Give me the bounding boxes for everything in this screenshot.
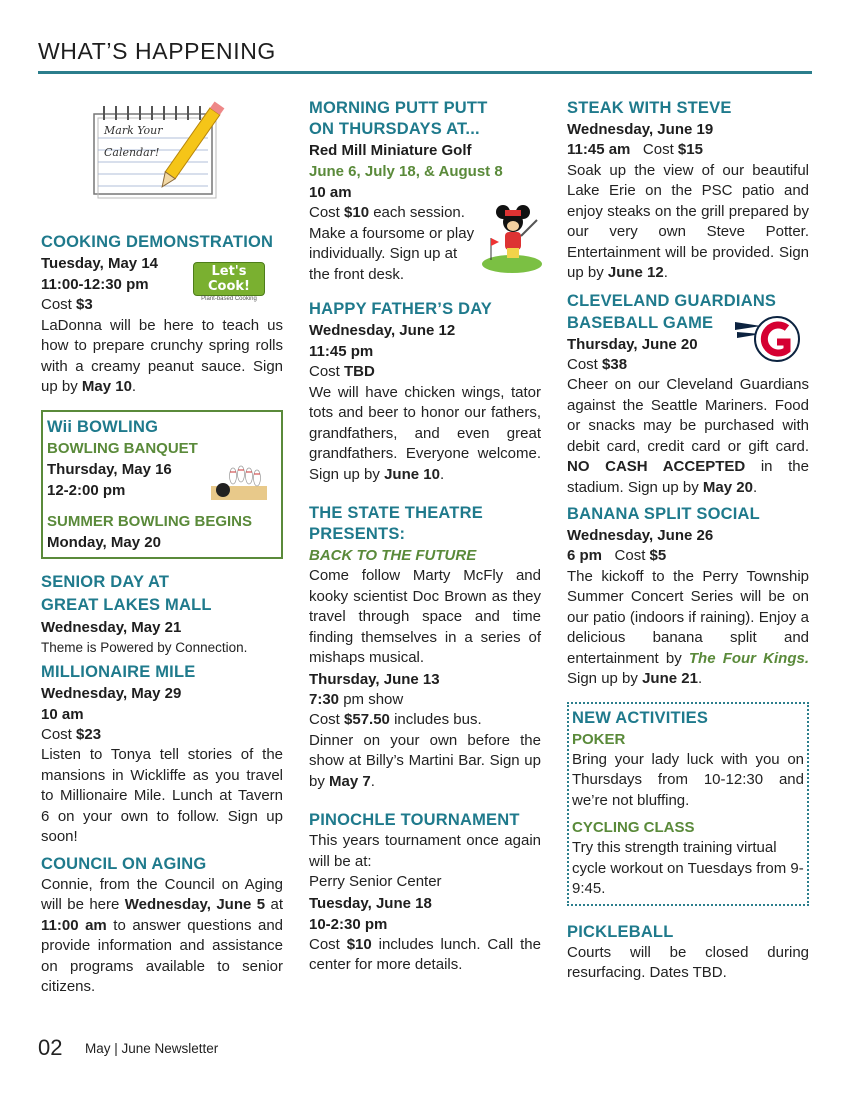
- theatre-date: Thursday, June 13: [309, 670, 440, 688]
- guardians-logo-icon: [731, 312, 801, 366]
- cycling-desc: Try this strength training virtual cycle workout on Tuesdays from 9-9:45.: [572, 839, 804, 897]
- putt-venue: Red Mill Miniature Golf: [309, 142, 472, 159]
- wii-bowling-box: [41, 410, 283, 559]
- council-section: COUNCIL ON AGING Connie, from the Council on Aging will be here Wednesday, June 5 at 11:00 am to answer questions and provide information and assistance on programs available to senior citizens.: [41, 854, 284, 995]
- putt-section: MORNING PUTT PUTT ON THURSDAYS AT... Red Mill Miniature Golf June 6, July 18, & August 8 10 am Cost $10 each session. Make a foursome or play individually. Sign up at the front desk.: [309, 98, 541, 285]
- steak-date: Wednesday, June 19: [567, 121, 714, 138]
- banana-band: The Four Kings.: [688, 649, 809, 667]
- theatre-deadline: May 7: [329, 772, 371, 790]
- guardians-no-cash: NO CASH ACCEPTED: [567, 458, 746, 475]
- millionaire-desc: Listen to Tonya tell stories of the mansions in Wickliffe as you travel to Millionaire Mile. Lunch at Tavern 6 on your own to follow. Sign up soon!: [41, 746, 283, 845]
- senior-day-title2: GREAT LAKES MALL: [41, 595, 212, 614]
- pinochle-title: PINOCHLE TOURNAMENT: [309, 811, 520, 829]
- wii-title: Wii BOWLING: [47, 417, 159, 436]
- summer-bowling-title: SUMMER BOWLING BEGINS: [47, 512, 252, 530]
- pinochle-date: Tuesday, June 18: [309, 894, 432, 912]
- cooking-time: 11:00-12:30 pm: [41, 276, 149, 293]
- steak-time: 11:45 am: [567, 141, 631, 158]
- putt-desc: Make a foursome or play individually. Sign up at the front desk.: [309, 224, 475, 283]
- fathers-day-section: HAPPY FATHER’S DAY Wednesday, June 12 11:45 pm Cost TBD We will have chicken wings, tator tots and beer to honor our fathers, grandfathers, and even great grandfathers. Everyone welcome. Sign up by June 10.: [309, 300, 541, 483]
- summer-bowling-date: Monday, May 20: [47, 533, 161, 551]
- guardians-title1: CLEVELAND GUARDIANS: [567, 291, 777, 310]
- fathers-time: 11:45 pm: [309, 343, 374, 360]
- senior-day-title1: SENIOR DAY AT: [41, 572, 170, 591]
- poker-title: POKER: [572, 730, 626, 748]
- pinochle-cost: $10: [346, 935, 372, 953]
- theatre-time: 7:30: [309, 690, 340, 708]
- council-title: COUNCIL ON AGING: [41, 854, 207, 873]
- golfer-mouse-icon: [479, 198, 545, 274]
- putt-title2: ON THURSDAYS AT...: [309, 120, 480, 138]
- theatre-title1: THE STATE THEATRE: [309, 504, 483, 522]
- banana-deadline: June 21: [642, 670, 698, 687]
- title-divider: [38, 71, 812, 74]
- putt-time: 10 am: [309, 184, 352, 201]
- steak-section: STEAK WITH STEVE Wednesday, June 19 11:45 am Cost $15 Soak up the view of our beautiful Lake Erie on the PSC patio and enjoy steaks on the grill prepared by our very own Steve Potter. Entertainment will be provided. Sign up by June 12.: [567, 99, 809, 281]
- theatre-cost: $57.50: [344, 711, 390, 728]
- theatre-desc2: Dinner on your own before the show at Billy’s Martini Bar. Sign up by: [309, 731, 541, 790]
- column-right: [567, 98, 809, 984]
- council-desc2: to answer questions and provide information and assistance on programs available to senior citizens.: [41, 916, 283, 995]
- banana-title: BANANA SPLIT SOCIAL: [567, 505, 760, 523]
- cooking-desc: LaDonna will be here to teach us how to prepare crunchy spring rolls with a creamy peanut sauce. Sign up by: [41, 316, 283, 395]
- cycling-title: CYCLING CLASS: [572, 819, 695, 836]
- fathers-desc: We will have chicken wings, tator tots and beer to honor our fathers, grandfathers, and even great grandfathers. Everyone welcome. Sign up by: [309, 383, 541, 483]
- steak-deadline: June 12: [607, 264, 664, 281]
- guardians-date: Thursday, June 20: [567, 335, 698, 353]
- millionaire-time: 10 am: [41, 705, 84, 723]
- senior-day-note: Theme is Powered by Connection.: [41, 639, 248, 655]
- pinochle-desc: This years tournament once again will be at:: [309, 832, 541, 870]
- banana-time: 6 pm: [567, 547, 603, 564]
- banana-date: Wednesday, June 26: [567, 527, 714, 544]
- footer-label: May | June Newsletter: [85, 1041, 219, 1056]
- page-number: 02: [38, 1035, 63, 1060]
- putt-dates: June 6, July 18, & August 8: [309, 163, 503, 180]
- calendar-note-line2: Calendar!: [104, 146, 160, 159]
- fathers-title: HAPPY FATHER’S DAY: [309, 300, 493, 318]
- column-left: [41, 98, 283, 998]
- lets-cook-logo: [193, 262, 265, 302]
- cooking-title: COOKING DEMONSTRATION: [41, 233, 274, 251]
- cooking-section: COOKING DEMONSTRATION Tuesday, May 14 11:00-12:30 pm Cost $3 LaDonna will be here to teach us how to prepare crunchy spring rolls with a creamy peanut sauce. Sign up by May 10. Let's Cook! Plant-based Cooking: [41, 233, 283, 395]
- bowling-pins-icon: [211, 458, 267, 500]
- new-activities-box: [567, 702, 809, 906]
- new-activities-title: NEW ACTIVITIES: [572, 708, 709, 727]
- guardians-desc: Cheer on our Cleveland Guardians against the Seattle Mariners. Food or snacks may be purchased with debit card, credit card or gift card.: [567, 376, 809, 455]
- pickleball-title: PICKLEBALL: [567, 922, 674, 941]
- pinochle-venue: Perry Senior Center: [309, 873, 442, 890]
- pinochle-time: 10-2:30 pm: [309, 915, 388, 933]
- lets-cook-logo-sub: Plant-based Cooking: [201, 296, 257, 302]
- putt-cost: $10: [344, 204, 370, 221]
- theatre-title2: PRESENTS:: [309, 525, 406, 543]
- poker-desc: Bring your lady luck with you on Thursdays from 10-12:30 and we’re not bluffing.: [572, 750, 804, 809]
- council-desc1: Connie, from the Council on Aging will be here: [41, 875, 283, 913]
- theatre-desc: Come follow Marty McFly and kooky scientist Doc Brown as they travel through space and time finding themselves in a series of mishaps musical.: [309, 567, 541, 666]
- banquet-time: 12-2:00 pm: [47, 481, 126, 499]
- cooking-cost-label: Cost: [41, 296, 72, 313]
- pinochle-section: PINOCHLE TOURNAMENT This years tournament once again will be at: Perry Senior Center Tuesday, June 18 10-2:30 pm Cost $10 includes lunch. Call the center for more details.: [309, 811, 541, 973]
- council-time: 11:00 am: [41, 916, 107, 934]
- pickleball-section: [567, 922, 809, 984]
- millionaire-date: Wednesday, May 29: [41, 684, 182, 702]
- fathers-cost: TBD: [344, 363, 375, 380]
- steak-desc: Soak up the view of our beautiful Lake Erie on the PSC patio and enjoy steaks on the grill prepared by our very own Steve Potter. Entertainment will be provided. Sign up by: [567, 161, 809, 281]
- council-date: Wednesday, June 5: [124, 896, 266, 913]
- calendar-note-line1: Mark Your: [104, 124, 163, 137]
- column-middle: [309, 98, 541, 976]
- banana-cost: $5: [649, 547, 667, 564]
- steak-cost: $15: [677, 141, 703, 158]
- theatre-section: THE STATE THEATRE PRESENTS: BACK TO THE FUTURE Come follow Marty McFly and kooky scientist Doc Brown as they travel through space and time finding themselves in a series of mishaps musical. Thursday, June 13 7:30 pm show Cost $57.50 includes bus. Dinner on your own before the show at Billy’s Martini Bar. Sign up by May 7.: [309, 504, 541, 790]
- guardians-cost: $38: [602, 355, 628, 373]
- guardians-section: CLEVELAND GUARDIANS BASEBALL GAME Thursday, June 20 Cost $38 Cheer on our Cleveland Guardians against the Seattle Mariners. Food or snacks may be purchased with debit card, credit card or gift card. NO CASH ACCEPTED in the stadium. Sign up by May 20.: [567, 291, 809, 496]
- fathers-deadline: June 10: [384, 465, 440, 483]
- banana-desc: The kickoff to the Perry Township Summer Concert Series will be on our patio (indoors if raining). Enjoy a delicious banana split and entertainment by: [567, 567, 809, 667]
- millionaire-section: MILLIONAIRE MILE Wednesday, May 29 10 am Cost $23 Listen to Tonya tell stories of the mansions in Wickliffe as you travel to Millionaire Mile. Lunch at Tavern 6 on your own to follow. Sign up soon!: [41, 662, 283, 848]
- page-title: WHAT’S HAPPENING: [38, 38, 276, 64]
- banquet-date: Thursday, May 16: [47, 460, 172, 478]
- guardians-title2: BASEBALL GAME: [567, 313, 714, 332]
- banana-section: BANANA SPLIT SOCIAL Wednesday, June 26 6 pm Cost $5 The kickoff to the Perry Township Summer Concert Series will be on our patio (indoors if raining). Enjoy a delicious banana split and entertainment by The Four Kings. Sign up by June 21.: [567, 505, 809, 687]
- banquet-title: BOWLING BANQUET: [47, 439, 198, 457]
- guardians-deadline: May 20: [702, 478, 753, 496]
- cooking-cost: $3: [76, 296, 93, 313]
- cooking-deadline: May 10: [81, 378, 132, 395]
- senior-day-section: [41, 571, 283, 658]
- steak-title: STEAK WITH STEVE: [567, 99, 732, 117]
- theatre-show: BACK TO THE FUTURE: [309, 547, 477, 564]
- senior-day-date: Wednesday, May 21: [41, 618, 182, 636]
- lets-cook-logo-text: Let's Cook!: [193, 262, 265, 296]
- putt-title1: MORNING PUTT PUTT: [309, 99, 488, 117]
- fathers-date: Wednesday, June 12: [309, 322, 456, 339]
- cooking-date: Tuesday, May 14: [41, 255, 158, 272]
- pickleball-desc: Courts will be closed during resurfacing. Dates TBD.: [567, 943, 809, 981]
- millionaire-title: MILLIONAIRE MILE: [41, 662, 196, 681]
- millionaire-cost: $23: [76, 725, 102, 743]
